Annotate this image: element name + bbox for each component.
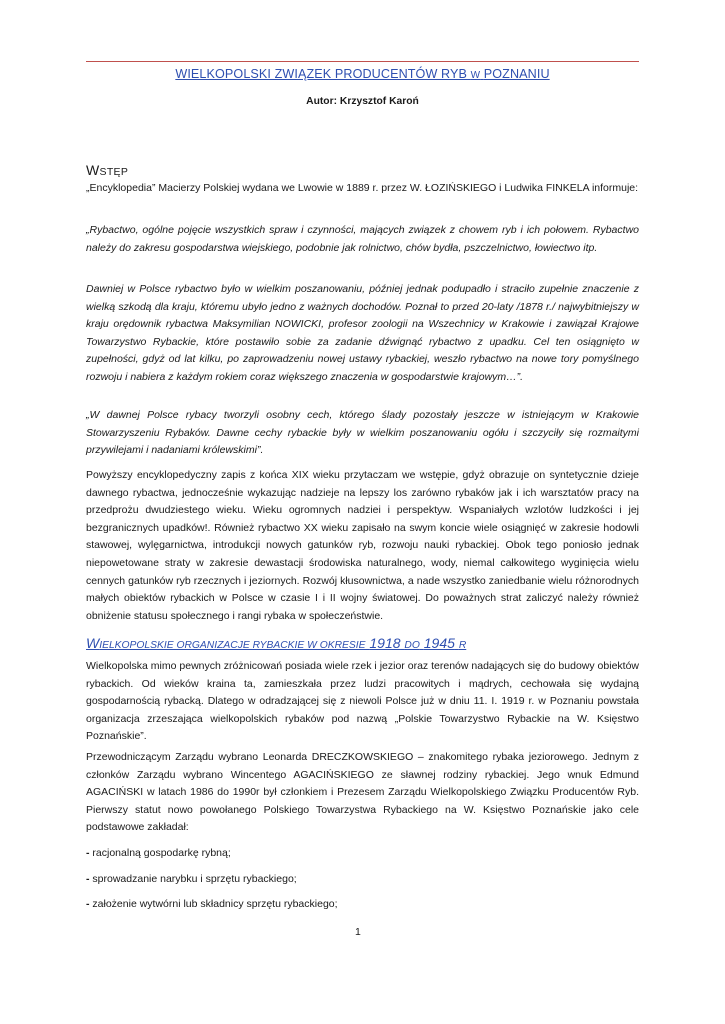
intro-paragraph: „Encyklopedia” Macierzy Polskiej wydana we Lwowie w 1889 r. przez W. ŁOZIŃSKIEGO i Ludwika FINKELA informuje: bbox=[86, 182, 639, 194]
section2-paragraph-2: Przewodniczącym Zarządu wybrano Leonarda DRECZKOWSKIEGO – znakomitego rybaka jeziorowego. Jednym z członków Zarządu wybrano Wincentego AGACIŃSKIEGO ze sławnej rodziny rybackiej. Jego wnuk Edmund AGACIŃSKI w latach 1986 do 1990r był członkiem i Prezesem Zarządu Wielkopolskiego Związku Producentów Ryb. Pierwszy statut nowo powołanego Polskiego Towarzystwa Rybackiego na W. Księstwo Poznańskie jako cele podstawowe zakładał: bbox=[86, 751, 639, 834]
quote-paragraph-2: Dawniej w Polsce rybactwo było w wielkim poszanowaniu, później jednak podupadło i straciło zupełnie znaczenie z wielką szkodą dla kraju, któremu ubyło jedno z ważnych dochodów. Poznał to przed 20-laty /1878 r./ najwybitniejszy w kraju orędownik rybactwa Maksymilian NOWICKI, profesor zoologii na Wszechnicy w Krakowie i zawiązał Krajowe Towarzystwo Rybackie, które postawiło sobie za zadanie dźwignąć rybactwo z upadku. Cel ten osiągnięto w zupełności, gdyż od lat kilku, po zaprowadzeniu nowej ustawy rybackiej, weszło rybactwo na nowe tory pomyślnego rozwoju i nabiera z każdym rokiem coraz większego znaczenia w gospodarstwie krajowym…”. bbox=[86, 283, 639, 383]
section2-paragraph-1: Wielkopolska mimo pewnych zróżnicowań posiada wiele rzek i jezior oraz terenów nadających się do budowy obiektów rybackich. Od wieków kraina ta, zamieszkała przez ludzi pracowitych i mądrych, cechowała się wydajną gospodarnością rybacką. Dlatego w odradzającej się z niewoli Polsce już w dniu 11. I. 1919 r. w Poznaniu powstała organizacja zrzeszająca wielkopolskich rybaków pod nazwą „Polskie Towarzystwo Rybackie na W. Księstwo Poznańskie”. bbox=[86, 660, 639, 743]
list-item: - sprowadzanie narybku i sprzętu rybackiego; bbox=[86, 873, 297, 885]
header-rule bbox=[86, 61, 639, 62]
document-title: WIELKOPOLSKI ZWIĄZEK PRODUCENTÓW RYB W POZNANIU bbox=[175, 67, 550, 81]
author-line: Autor: Krzysztof Karoń bbox=[306, 96, 419, 107]
quote-paragraph-1: „Rybactwo, ogólne pojęcie wszystkich spraw i czynności, mających związek z chowem ryb i ich połowem. Rybactwo należy do zakresu gospodarstwa wiejskiego, podobnie jak rolnictwo, chów bydła, pszczelnictwo, łowiectwo itp. bbox=[86, 224, 639, 254]
section-heading-wstep: WSTĘP bbox=[86, 162, 129, 178]
quote-paragraph-3: „W dawnej Polsce rybacy tworzyli osobny cech, którego ślady pozostały jeszcze w istniejącym w Krakowie Stowarzyszeniu Rybaków. Dawne cechy rybackie były w wielkim poszanowaniu ogółu i szczyciły się rozmaitymi przywilejami i nadaniami królewskimi”. bbox=[86, 409, 639, 457]
body-paragraph: Powyższy encyklopedyczny zapis z końca XIX wieku przytaczam we wstępie, gdyż obrazuje on syntetycznie dzieje dawnego rybactwa, jednocześnie wykazując nadzieje na lepszy los zarówno rybaków jak i ich warsztatów pracy na przedprożu dwudziestego wieku. Wieku ogromnych nadziei i perspektyw. Wspaniałych wzlotów ludzkości i jej bezgranicznych upadków!. Również rybactwo XX wieku zapisało na swym koncie wiele osiągnięć w zakresie hodowli stawowej, wylęgarnictwa, introdukcji nowych gatunków ryb, rozwoju nauki rybackiej. Obok tego poniosło jednak niepowetowane straty w zakresie dewastacji środowiska naturalnego, wody, niemal całkowitego wyginięcia wielu cennych gatunków ryb rzecznych i jeziornych. Rozwój kłusownictwa, a nade wszystko zaniedbanie wielu różnorodnych małych obiektów rybackich w Polsce w czasie I i II wojny światowej. Do poważnych strat zaliczyć należy również obniżenie statusu społecznego i rangi rybaka w społeczeństwie. bbox=[86, 469, 639, 622]
list-item: - racjonalną gospodarkę rybną; bbox=[86, 847, 231, 859]
section-heading-organizations: WIELKOPOLSKIE ORGANIZACJE RYBACKIE W OKRESIE 1918 DO 1945 R bbox=[86, 635, 467, 651]
page-number: 1 bbox=[355, 926, 361, 938]
list-item: - założenie wytwórni lub składnicy sprzętu rybackiego; bbox=[86, 898, 338, 910]
